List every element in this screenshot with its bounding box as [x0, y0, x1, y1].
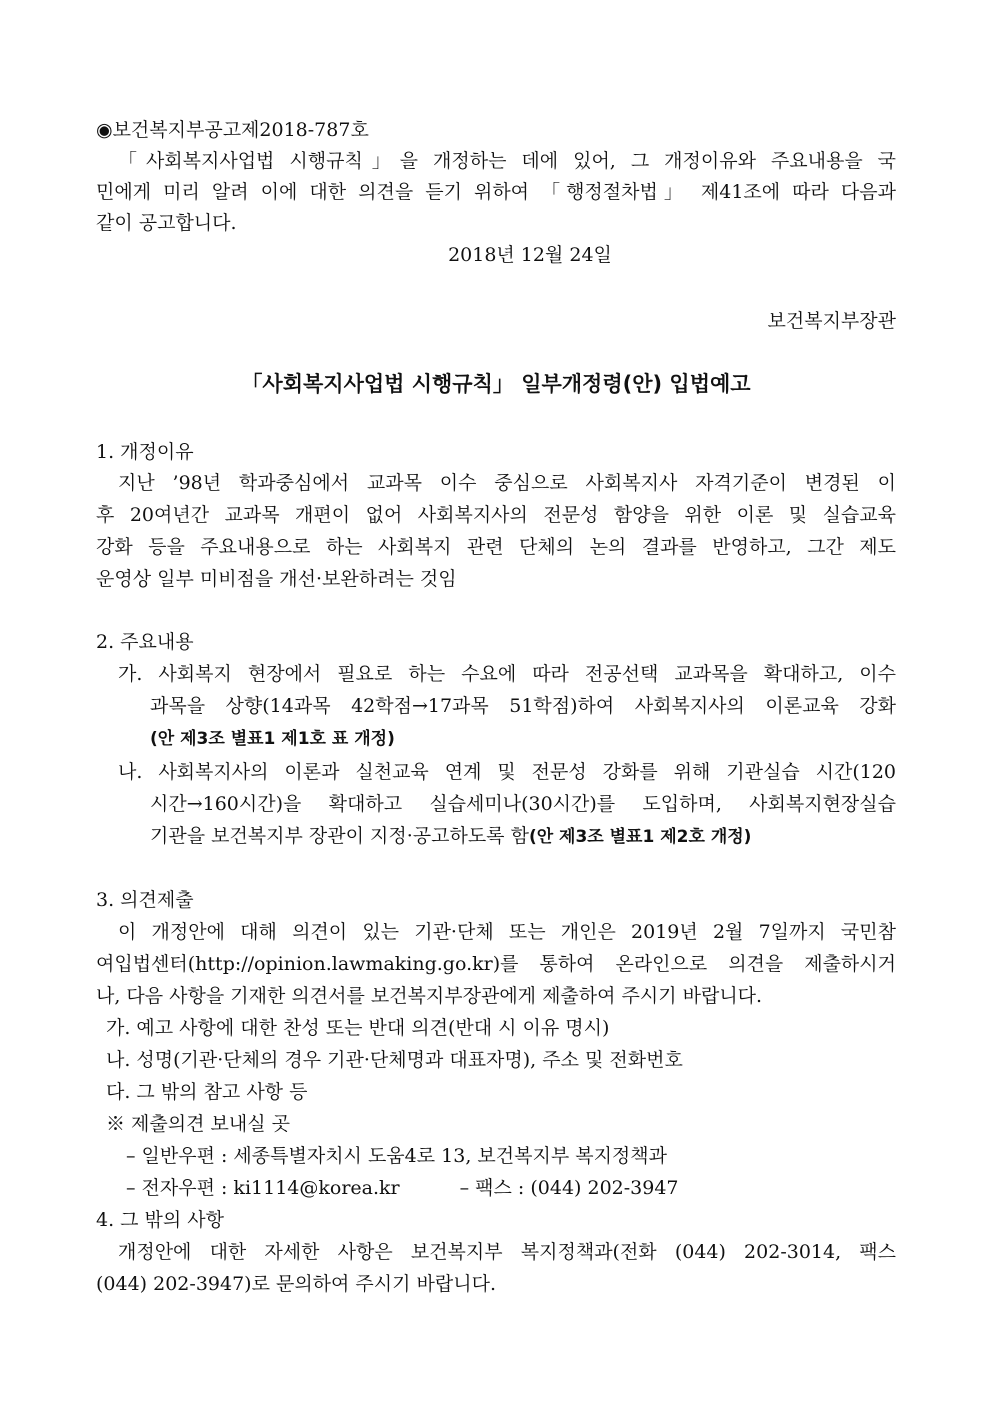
list-item: 나. 사회복지사의 이론과 실천교육 연계 및 전문성 강화를 위해 기관실습 시간(120: [118, 761, 896, 783]
notice-date: 2018년 12월 24일: [448, 244, 612, 266]
list-item-text: 기관을 보건복지부 장관이 지정·공고하도록 함: [150, 825, 529, 847]
paragraph-line: 운영상 일부 미비점을 개선·보완하려는 것임: [96, 568, 457, 590]
paragraph-line: 여입법센터(http://opinion.lawmaking.go.kr)를 통하여 온라인으로 의견을 제출하시거: [96, 953, 896, 975]
section-heading: 1. 개정이유: [96, 441, 194, 463]
paragraph-line: 이 개정안에 대해 의견이 있는 기관·단체 또는 개인은 2019년 2월 7일까지 국민참: [118, 921, 896, 943]
send-to-heading: ※ 제출의견 보내실 곳: [106, 1113, 290, 1135]
section-heading: 2. 주요내용: [96, 631, 194, 653]
list-item: 시간→160시간)을 확대하고 실습세미나(30시간)를 도입하며, 사회복지현장실습: [150, 793, 896, 815]
list-item: 과목을 상향(14과목 42학점→17과목 51학점)하여 사회복지사의 이론교육 강화: [150, 695, 896, 717]
document-title: 「사회복지사업법 시행규칙」 일부개정령(안) 입법예고: [241, 372, 751, 396]
notice-number: ◉보건복지부공고제2018-787호: [96, 119, 369, 141]
paragraph-line: 나, 다음 사항을 기재한 의견서를 보건복지부장관에게 제출하여 주시기 바랍니다.: [96, 985, 763, 1007]
section-heading: 4. 그 밖의 사항: [96, 1209, 225, 1231]
list-item: 가. 사회복지 현장에서 필요로 하는 수요에 따라 전공선택 교과목을 확대하고, 이수: [118, 663, 896, 685]
list-item: [150, 821, 896, 852]
paragraph-line: 지난 ’98년 학과중심에서 교과목 이수 중심으로 사회복지사 자격기준이 변경된 이: [118, 472, 896, 494]
contact-line: [126, 1173, 926, 1203]
email-address: – 전자우편 : ki1114@korea.kr: [126, 1177, 400, 1199]
mail-address: – 일반우편 : 세종특별자치시 도움4로 13, 보건복지부 복지정책과: [126, 1145, 667, 1167]
paragraph-line: (044) 202-3947)로 문의하여 주시기 바랍니다.: [96, 1273, 496, 1295]
paragraph-line: 강화 등을 주요내용으로 하는 사회복지 관련 단체의 논의 결과를 반영하고, 그간 제도: [96, 536, 896, 558]
paragraph-line: 개정안에 대한 자세한 사항은 보건복지부 복지정책과(전화 (044) 202-3014, 팩스: [118, 1241, 896, 1263]
section-heading: 3. 의견제출: [96, 889, 194, 911]
paragraph-line: 후 20여년간 교과목 개편이 없어 사회복지사의 전문성 함양을 위한 이론 및 실습교육: [96, 504, 896, 526]
list-item: 가. 예고 사항에 대한 찬성 또는 반대 의견(반대 시 이유 명시): [106, 1017, 610, 1039]
amendment-ref: (안 제3조 별표1 제1호 표 개정): [150, 729, 395, 749]
notice-issuer: 보건복지부장관: [767, 310, 896, 332]
list-item: 다. 그 밖의 참고 사항 등: [106, 1081, 308, 1103]
fax-number: – 팩스 : (044) 202-3947: [459, 1177, 679, 1199]
intro-line: 「사회복지사업법 시행규칙」을 개정하는 데에 있어, 그 개정이유와 주요내용을 국: [118, 150, 896, 172]
intro-line: 같이 공고합니다.: [96, 212, 237, 234]
list-item: 나. 성명(기관·단체의 경우 기관·단체명과 대표자명), 주소 및 전화번호: [106, 1049, 683, 1071]
intro-line: 민에게 미리 알려 이에 대한 의견을 듣기 위하여 「행정절차법」 제41조에 따라 다음과: [96, 181, 896, 203]
amendment-ref: (안 제3조 별표1 제2호 개정): [528, 827, 752, 847]
